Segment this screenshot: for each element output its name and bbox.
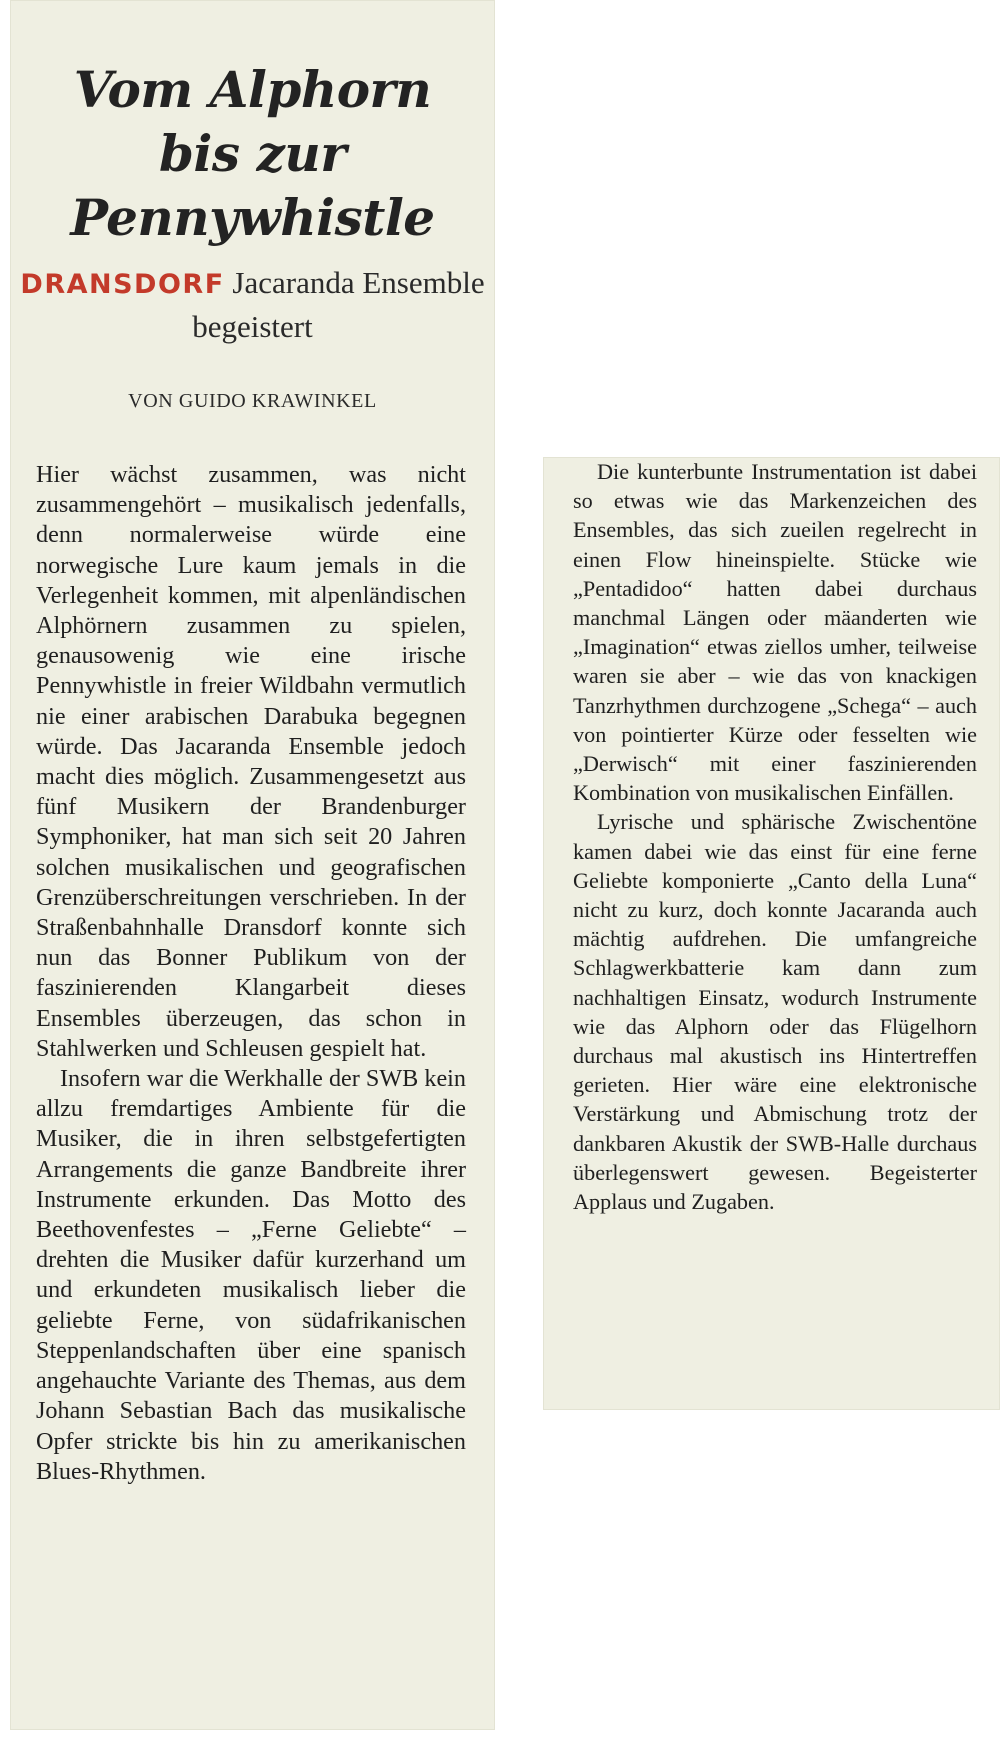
paragraph: Hier wächst zusammen, was nicht zusammengehört – musikalisch jedenfalls, denn normalerweise würde eine norwegische Lure kaum jemals in die Verlegenheit kommen, mit alpenländischen Alphörnern zusammen zu spielen, genausowenig wie eine irische Pennywhistle in freier Wildbahn vermutlich nie einer arabischen Darabuka begegnen würde. Das Jacaranda Ensemble jedoch macht dies möglich. Zusammengesetzt aus fünf Musikern der Brandenburger Symphoniker, hat man sich seit 20 Jahren solchen musikalischen und geografischen Grenzüberschreitungen verschrieben. In der Straßenbahnhalle Dransdorf konnte sich nun das Bonner Publikum von der faszinierenden Klangarbeit dieses Ensembles überzeugen, das schon in Stahlwerken und Schleusen gespielt hat. <box>36 461 466 1062</box>
dateline-place: DRANSDORF <box>20 269 225 300</box>
headline-line: Vom Alphorn <box>73 60 432 119</box>
subheadline <box>10 262 495 348</box>
headline-line: Pennywhistle <box>70 188 435 247</box>
paragraph: Lyrische und sphärische Zwischentöne kamen dabei wie das einst für eine ferne Geliebte komponierte „Canto della Luna“ nicht zu kurz, doch konnte Jacaranda auch mächtig aufdrehen. Die umfangreiche Schlagwerkbatterie kam dann zum nachhaltigen Einsatz, wodurch Instrumente wie das Alphorn oder das Flügelhorn durchaus mal akustisch ins Hintertreffen gerieten. Hier wäre eine elektronische Verstärkung und Abmischung trotz der dankbaren Akustik der SWB-Halle durchaus überlegenswert gewesen. Begeisterter Applaus und Zugaben. <box>573 809 977 1215</box>
byline: VON GUIDO KRAWINKEL <box>128 390 377 412</box>
paragraph: Insofern war die Werkhalle der SWB kein allzu fremdartiges Ambiente für die Musiker, die in ihren selbstgefertigten Arrangements die ganze Bandbreite ihrer Instrumente erkunden. Das Motto des Beethovenfestes – „Ferne Geliebte“ – drehten die Musiker dafür kurzerhand um und erkundeten musikalisch lieber die geliebte Ferne, von südafrikanischen Steppenlandschaften über eine spanisch angehauchte Variante des Themas, aus dem Johann Sebastian Bach das musikalische Opfer strickte bis hin zu amerikanischen Blues-Rhythmen. <box>36 1065 466 1485</box>
article-clipping-left <box>10 0 495 1730</box>
article-body-left <box>36 460 466 1487</box>
headline <box>10 58 495 250</box>
article-body-right <box>573 457 977 1216</box>
headline-line: bis zur <box>158 124 347 183</box>
paragraph: Die kunterbunte Instrumentation ist dabei so etwas wie das Markenzeichen des Ensembles, das sich zueilen regelrecht in einen Flow hineinspielte. Stücke wie „Pentadidoo“ hatten dabei durchaus manchmal Längen oder mäanderten wie „Imagination“ etwas ziellos umher, teilweise waren sie aber – wie das von knackigen Tanzrhythmen durchzogene „Schega“ – auch von pointierter Kürze oder fesselten wie „Derwisch“ mit einer faszinierenden Kombination von musikalischen Einfällen. <box>573 459 977 806</box>
subheadline-text: Jacaranda Ensemble begeistert <box>192 265 485 344</box>
article-clipping-right <box>543 457 1000 1410</box>
